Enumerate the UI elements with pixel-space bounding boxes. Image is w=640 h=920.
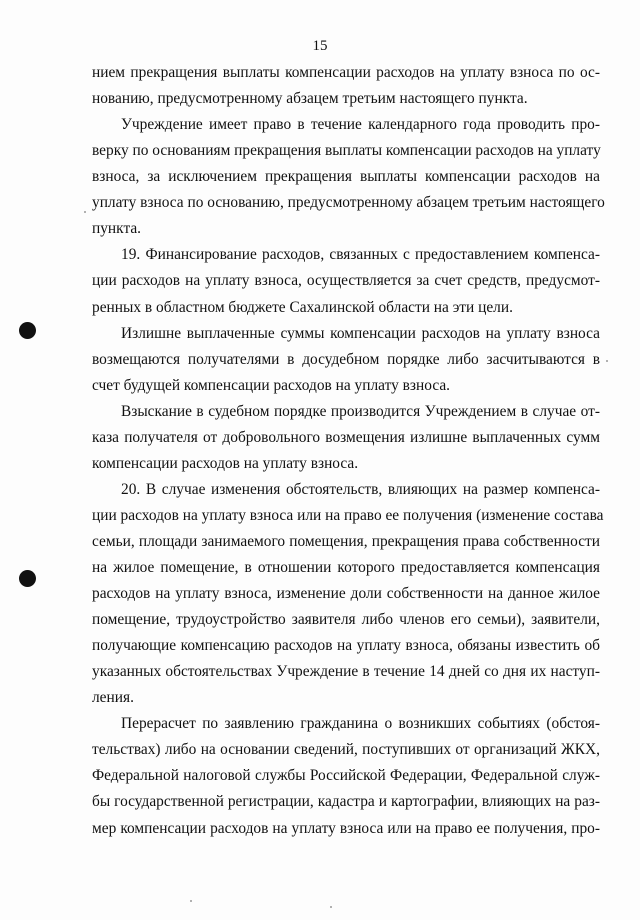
punch-hole-bottom (19, 570, 36, 587)
text-line: указанных обстоятельствах Учреждение в течение 14 дней со дня их наступ- (92, 663, 600, 681)
text-line: уплату взноса по основанию, предусмотренному абзацем третьим настоящего (92, 194, 605, 212)
text-line: семьи, площади занимаемого помещения, прекращения права собственности (92, 532, 600, 550)
scan-speck (190, 900, 192, 902)
text-line: нием прекращения выплаты компенсации расходов на уплату взноса по ос- (92, 64, 600, 81)
text-line: Федеральной налоговой службы Российской Федерации, Федеральной служ- (92, 767, 600, 785)
text-line: 19. Финансирование расходов, связанных с предоставлением компенса- (121, 246, 600, 264)
text-line: возмещаются получателями в досудебном порядке либо засчитываются в (92, 350, 600, 368)
text-line: взноса, за исключением прекращения выплаты компенсации расходов на (92, 168, 600, 186)
text-line: 20. В случае изменения обстоятельств, влияющих на размер компенса- (121, 480, 600, 498)
punch-hole-top (19, 322, 36, 339)
scan-speck (330, 906, 332, 908)
scan-speck (606, 360, 608, 362)
text-line: Взыскание в судебном порядке производится Учреждением в случае от- (121, 402, 600, 420)
text-line: ции расходов на уплату взноса, осуществляется за счет средств, предусмот- (92, 272, 600, 290)
text-line: на жилое помещение, в отношении которого предоставляется компенсация (92, 559, 600, 576)
text-line: Перерасчет по заявлению гражданина о возникших событиях (обстоя- (121, 715, 600, 733)
text-line: получающие компенсацию расходов на уплату взноса, обязаны известить об (92, 637, 600, 655)
page-number: 15 (312, 38, 328, 54)
text-line: расходов на уплату взноса, изменение доли собственности на данное жилое (92, 585, 600, 602)
text-line: счет будущей компенсации расходов на уплату взноса. (92, 376, 451, 394)
text-line: пункта. (92, 220, 142, 238)
text-line: тельствах) либо на основании сведений, поступивших от организаций ЖКХ, (92, 741, 600, 759)
text-line: Излишне выплаченные суммы компенсации расходов на уплату взноса (121, 324, 600, 342)
scan-speck (84, 211, 86, 213)
text-line: верку по основаниям прекращения выплаты компенсации расходов на уплату (92, 142, 601, 160)
text-line: Учреждение имеет право в течение календарного года проводить про- (121, 116, 600, 134)
text-line: помещение, трудоустройство заявителя либо членов его семьи), заявители, (92, 611, 600, 629)
text-line: ления. (92, 689, 134, 707)
text-line: ренных в областном бюджете Сахалинской области на эти цели. (92, 298, 513, 316)
text-line: компенсации расходов на уплату взноса. (92, 454, 359, 472)
text-line: каза получателя от добровольного возмещения излишне выплаченных сумм (92, 428, 600, 446)
text-line: ции расходов на уплату взноса или на право ее получения (изменение состава (92, 506, 604, 524)
text-line: бы государственной регистрации, кадастра и картографии, влияющих на раз- (92, 793, 600, 811)
text-line: мер компенсации расходов на уплату взноса или на право ее получения, про- (92, 819, 600, 837)
text-line: нованию, предусмотренному абзацем третьим настоящего пункта. (92, 90, 528, 107)
